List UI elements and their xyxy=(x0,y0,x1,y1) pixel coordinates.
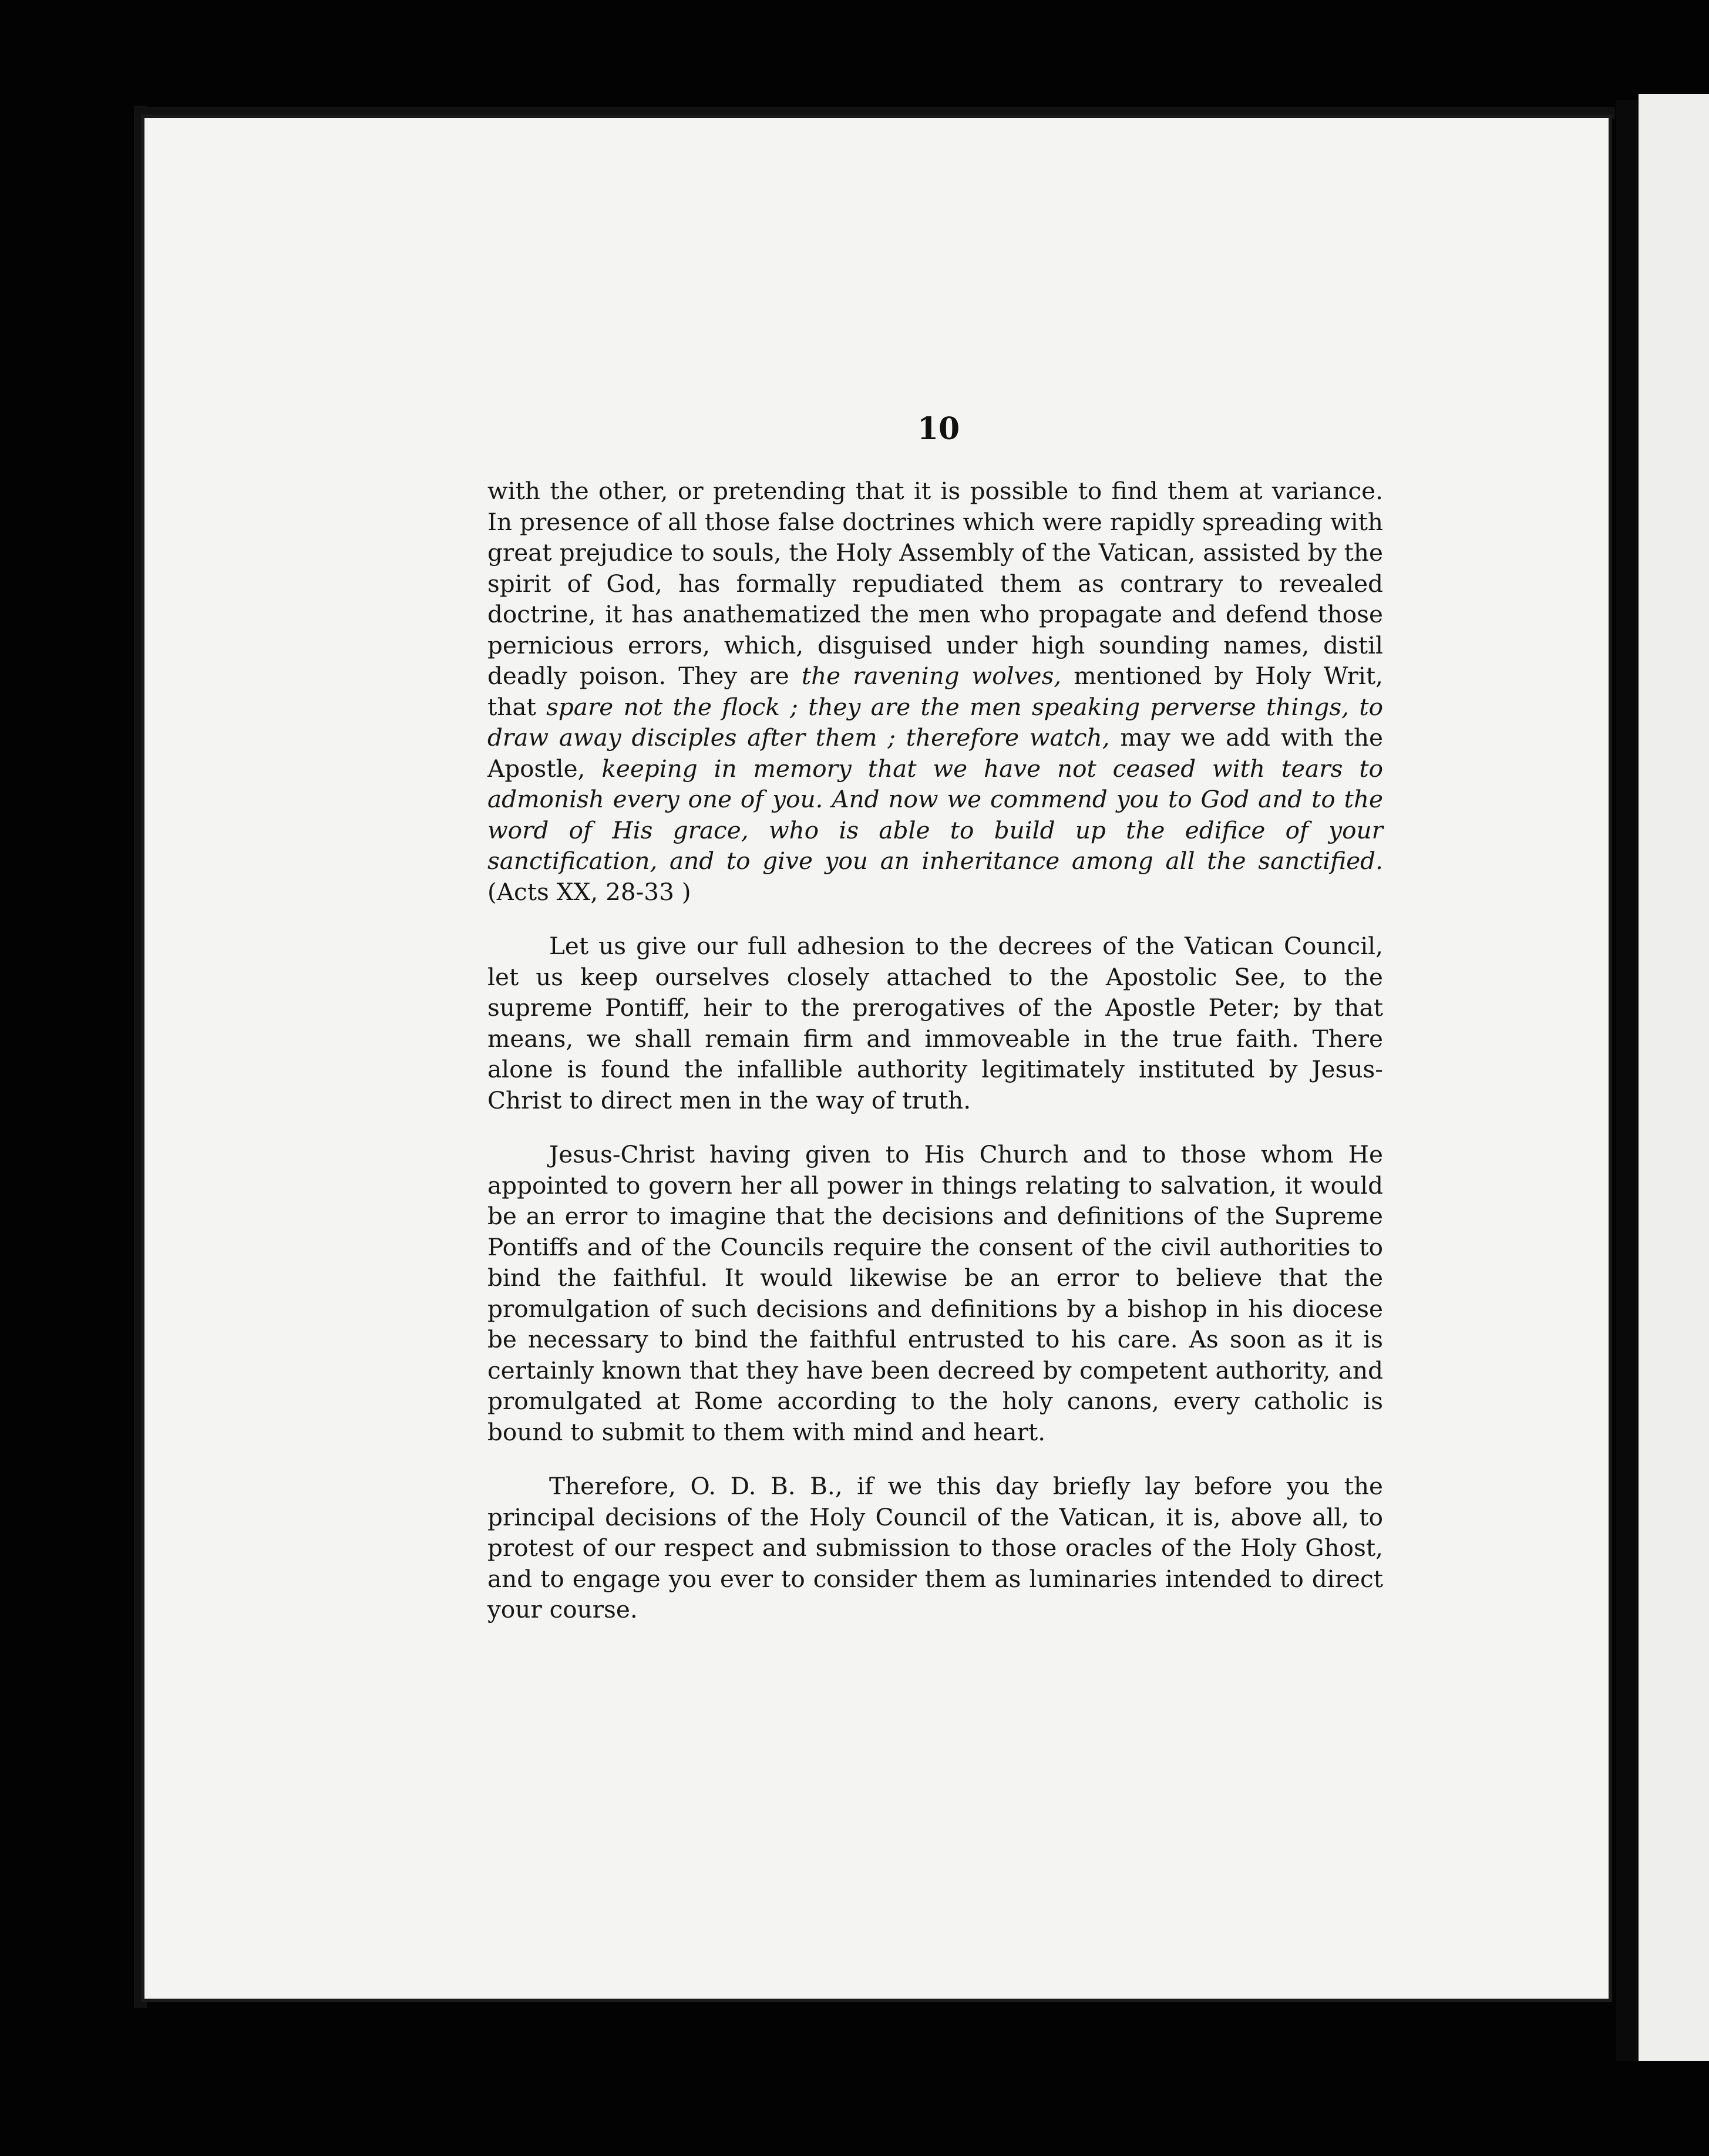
paragraph xyxy=(487,1139,1383,1447)
paragraph xyxy=(487,476,1383,907)
italic-text-segment: the ravening wolves, xyxy=(801,662,1062,690)
italic-text-segment: keeping in memory that we have not ceased with tears to admonish every one of you. And now we commend you to God and to the word of His grace, who is able to build up the edifice of your sanctification, and to give you an inheritance among all the sanctified. xyxy=(487,754,1383,875)
text-segment: Therefore, O. D. B. B., if we this day briefly lay before you the principal decisions of the Holy Council of the Vatican, it is, above all, to protest of our respect and submission to those oracles of the Holy Ghost, and to engage you ever to consider them as luminaries intended to direct your course. xyxy=(487,1472,1383,1623)
page-number: 10 xyxy=(917,411,960,447)
text-segment: with the other, or pretending that it is possible to find them at variance. In presence of all those false doctrines which were rapidly spreading with great prejudice to souls, the Holy Assembly of the Vatican, assisted by the spirit of God, has formally repudiated them as contrary to revealed doctrine, it has anathematized the men who propagate and defend those pernicious errors, which, disguised under high sounding names, distil deadly poison. They are xyxy=(487,477,1383,690)
text-segment: Jesus-Christ having given to His Church and to those whom He appointed to govern her all power in things relating to salvation, it would be an error to imagine that the decisions and definitions of the Supreme Pontiffs and of the Councils require the consent of the civil authorities to bind the faithful. It would likewise be an error to believe that the promulgation of such decisions and definitions by a bishop in his diocese be necessary to bind the faithful entrusted to his care. As soon as it is certainly known that they have been decreed by competent authority, and promulgated at Rome according to the holy canons, every catholic is bound to submit to them with mind and heart. xyxy=(487,1140,1383,1446)
text-segment: Let us give our full adhesion to the decrees of the Vatican Council, let us keep ourselves closely attached to the Apostolic See, to the supreme Pontiff, heir to the prerogatives of the Apostle Peter; by that means, we shall remain firm and immoveable in the true faith. There alone is found the infallible authority legitimately instituted by Jesus-Christ to direct men in the way of truth. xyxy=(487,932,1383,1114)
italic-text-segment: spare not the flock ; they are the men speaking perverse things, to draw away disciples after them ; therefore watch, xyxy=(487,692,1383,752)
body-text xyxy=(487,476,1383,1649)
binding-gutter xyxy=(1616,100,1640,2061)
paragraph xyxy=(487,1471,1383,1625)
adjacent-page-edge xyxy=(1639,94,1709,2061)
paragraph xyxy=(487,931,1383,1116)
text-segment: may we add with the Apostle, xyxy=(487,723,1383,783)
text-segment: (Acts XX, 28-33 ) xyxy=(487,877,691,906)
text-segment: mentioned by Holy Writ, that xyxy=(487,662,1384,721)
